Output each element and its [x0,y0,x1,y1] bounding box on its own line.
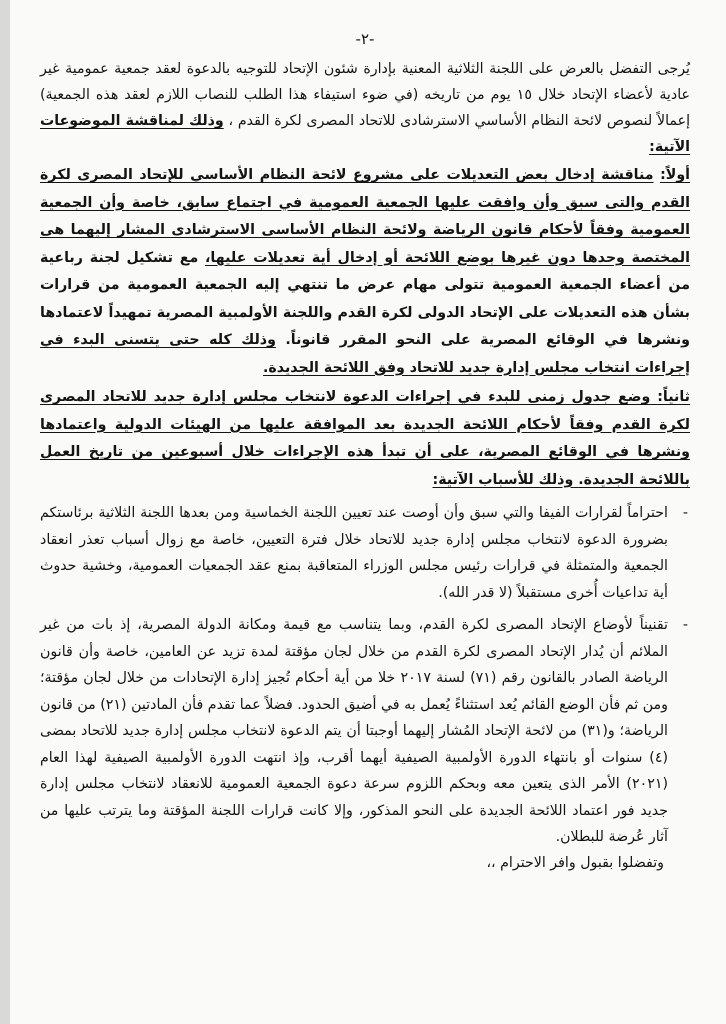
document-page [10,0,726,1024]
item-second [40,384,690,494]
bullet-marker: - [682,505,688,521]
item-first [40,162,690,382]
reason-bullet-2 [40,612,690,851]
item1-label: أولاً: [660,167,690,183]
reason-bullet-1 [40,500,690,606]
intro-paragraph [40,56,690,160]
intro-text: يُرجى التفضل بالعرض على اللجنة الثلاثية المعنية بإدارة شئون الإتحاد للتوجيه بالدعوة لعقد جمعية عمومية غير عادية لأعضاء الإتحاد خلال ١٥ يوم من تاريخه (في ضوء استيفاء هذا الطلب للنصاب اللازم لعقد هذه الجمعية) إعمالاً لنصوص لائحة النظام الأساسي الاسترشادى للاتحاد المصرى لكرة القدم ، [40,61,691,129]
bullet-2-text: تقنيناً لأوضاع الإتحاد المصرى لكرة القدم، وبما يتناسب مع قيمة ومكانة الدولة المصرية، إذ بات من غير الملائم أن يُدار الإتحاد المصرى لكرة القدم من خلال لجان مؤقتة لمدة تزيد عن العامين، خاصة وأن قانون الرياضة الصادر بالقانون رقم (٧١) لسنة ٢٠١٧ خلا من أية أحكام تُجيز إدارة الإتحادات من خلال لجان مؤقتة؛ ومن ثم فأن الوضع القائم يُعد استثناءً يُعمل به في أضيق الحدود. فضلاً عما تقدم فأن المادتين (٢١) من قانون الرياضة؛ و(٣١) من لائحة الإتحاد المُشار إليهما أوجبتا أن يتم الدعوة لانتخاب مجلس إدارة جديد للاتحاد بمضى (٤) سنوات أو بانتهاء الدورة الأولمبية الصيفية أيهما أقرب، وإذ انتهت الدورة الأولمبية الصيفية لهذا العام (٢٠٢١) الأمر الذى يتعين معه وبحكم اللزوم سرعة دعوة الجمعية العمومية للانعقاد لانتخاب مجلس إدارة جديد فور اعتماد اللائحة الجديدة على النحو المذكور، وإلا كانت قرارات اللجنة المؤقتة وما يترتب عليها من آثار عُرضة للبطلان. [40,617,669,845]
item2-text: وضع جدول زمنى للبدء في إجراءات الدعوة لانتخاب مجلس إدارة جديد للاتحاد المصرى لكرة القدم وفقاً لأحكام اللائحة الجديدة بعد الموافقة عليها من الهيئات الدولية واعتمادها ونشرها في الوقائع المصرية، على أن تبدأ هذه الإجراءات خلال أسبوعين من تاريخ العمل باللائحة الجديدة. [40,389,690,488]
intro-bold-text: وذلك لمناقشة الموضوعات الآتية: [40,113,690,155]
page-number: -٢- [355,30,375,48]
reasons-heading: وذلك للأسباب الآتية: [432,471,574,488]
item2-label: ثانياً: [657,389,690,405]
item1-text-3: وذلك كله حتى يتسنى البدء في إجراءات انتخاب مجلس إدارة جديد للاتحاد وفق اللائحة الجديدة. [40,332,690,376]
item1-text: مناقشة إدخال بعض التعديلات على مشروع لائحة النظام الأساسي للإتحاد المصرى لكرة القدم والتى سبق وأن وافقت عليها الجمعية العمومية في اجتماع سابق، خاصة وأن الجمعية العمومية وفقاً لأحكام قانون الرياضة ولائحة النظام الأساسى الاسترشادى المشار إليهما هى المختصة وحدها دون غيرها بوضع اللائحة أو إدخال أية تعديلات عليها، [40,167,690,266]
bullet-1-text: احتراماً لقرارات الفيفا والتي سبق وأن أوصت عند تعيين اللجنة الخماسية ومن بعدها اللجنة الثلاثية برئاستكم بضرورة الدعوة لانتخاب مجلس إدارة جديد للاتحاد خلال فترة التعيين، خاصة مع زوال أسباب تعذر انعقاد الجمعية والمتمثلة في قرارات رئيس مجلس الوزراء المتعاقبة بمنع عقد الجمعيات العمومية، وخشية حدوث أية تداعيات أُخرى مستقبلاً (لا قدر الله). [40,505,668,601]
bullet-marker: - [682,617,688,633]
item1-text-2: مع تشكيل لجنة رباعية من أعضاء الجمعية العمومية تتولى مهام عرض ما تنتهي إليه الجمعية العمومية من قرارات بشأن هذه التعديلات على الإتحاد الدولى لكرة القدم واللجنة الأولمبية المصرية تمهيداً لاعتمادها ونشرها في الوقائع المصرية على النحو المقرر قانوناً. [40,249,690,348]
closing-line: وتفضلوا بقبول وافر الاحترام ،، [486,854,664,871]
